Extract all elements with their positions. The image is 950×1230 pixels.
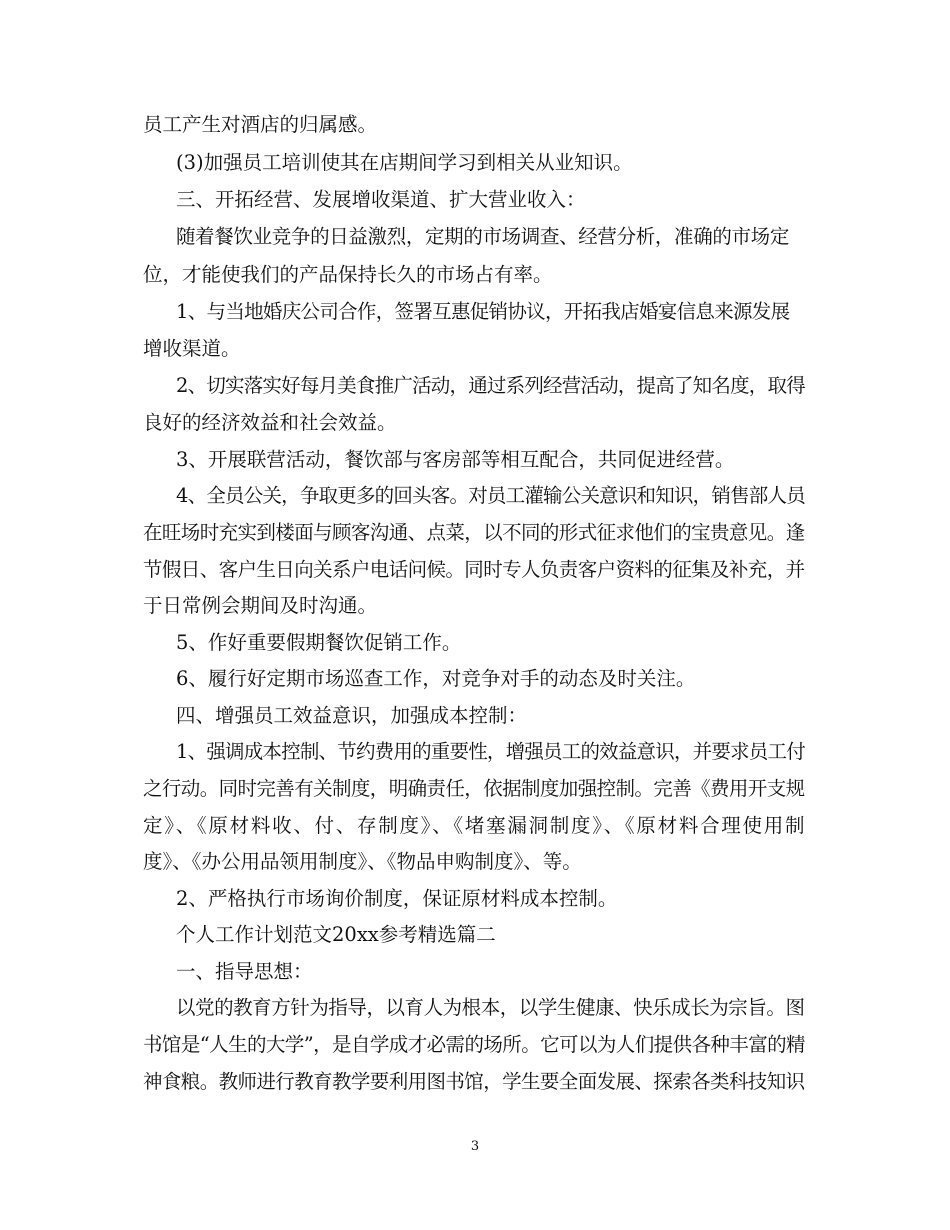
section-heading: 三、开拓经营、发展增收渠道、扩大营业收入： bbox=[176, 188, 586, 211]
text-line: 度》、《办公用品领用制度》、《物品申购制度》、等。 bbox=[143, 850, 582, 873]
article-title: 个人工作计划范文20xx参考精选篇二 bbox=[176, 923, 496, 946]
text-line: 1、与当地婚庆公司合作，签署互惠促销协议，开拓我店婚宴信息来源发展 bbox=[176, 300, 790, 323]
page-number: 3 bbox=[470, 1139, 480, 1154]
text-line: (3)加强员工培训使其在店期间学习到相关从业知识。 bbox=[176, 151, 633, 174]
text-line: 5、作好重要假期餐饮促销工作。 bbox=[176, 631, 462, 654]
text-line: 员工产生对酒店的归属感。 bbox=[143, 113, 378, 136]
section-heading: 四、增强员工效益意识，加强成本控制： bbox=[176, 704, 528, 727]
text-line: 定》、《原材料收、付、存制度》、《堵塞漏洞制度》、《原材料合理使用制 bbox=[143, 814, 807, 837]
text-line: 2、严格执行市场询价制度，保证原材料成本控制。 bbox=[176, 887, 618, 910]
text-line: 以党的教育方针为指导，以育人为根本，以学生健康、快乐成长为宗旨。图 bbox=[176, 996, 805, 1019]
text-line: 随着餐饮业竞争的日益激烈，定期的市场调查、经营分析，准确的市场定 bbox=[176, 225, 789, 248]
text-line: 增收渠道。 bbox=[143, 337, 241, 360]
text-line: 6、履行好定期市场巡查工作，对竞争对手的动态及时关注。 bbox=[176, 667, 696, 690]
text-line: 在旺场时充实到楼面与顾客沟通、点菜，以不同的形式征求他们的宝贵意见。逢 bbox=[143, 521, 805, 544]
text-line: 3、开展联营活动，餐饮部与客房部等相互配合，共同促进经营。 bbox=[176, 448, 735, 471]
text-line: 于日常例会期间及时沟通。 bbox=[143, 594, 378, 617]
text-line: 书馆是“人生的大学”，是自学成才必需的场所。它可以为人们提供各种丰富的精 bbox=[143, 1033, 805, 1056]
text-line: 良好的经济效益和社会效益。 bbox=[143, 411, 397, 434]
text-line: 节假日、客户生日向关系户电话问候。同时专人负责客户资料的征集及补充，并 bbox=[143, 558, 805, 581]
text-line: 之行动。同时完善有关制度，明确责任，依据制度加强控制。完善《费用开支规 bbox=[143, 777, 805, 800]
text-line: 2、切实落实好每月美食推广活动，通过系列经营活动，提高了知名度，取得 bbox=[176, 374, 805, 397]
text-line: 神食粮。教师进行教育教学要利用图书馆，学生要全面发展、探索各类科技知识 bbox=[143, 1070, 805, 1093]
text-line: 位，才能使我们的产品保持长久的市场占有率。 bbox=[143, 263, 553, 286]
text-line: 1、强调成本控制、节约费用的重要性，增强员工的效益意识，并要求员工付 bbox=[176, 740, 805, 763]
text-line: 4、全员公关，争取更多的回头客。对员工灌输公关意识和知识，销售部人员 bbox=[176, 484, 805, 507]
section-heading: 一、指导思想： bbox=[176, 960, 313, 983]
